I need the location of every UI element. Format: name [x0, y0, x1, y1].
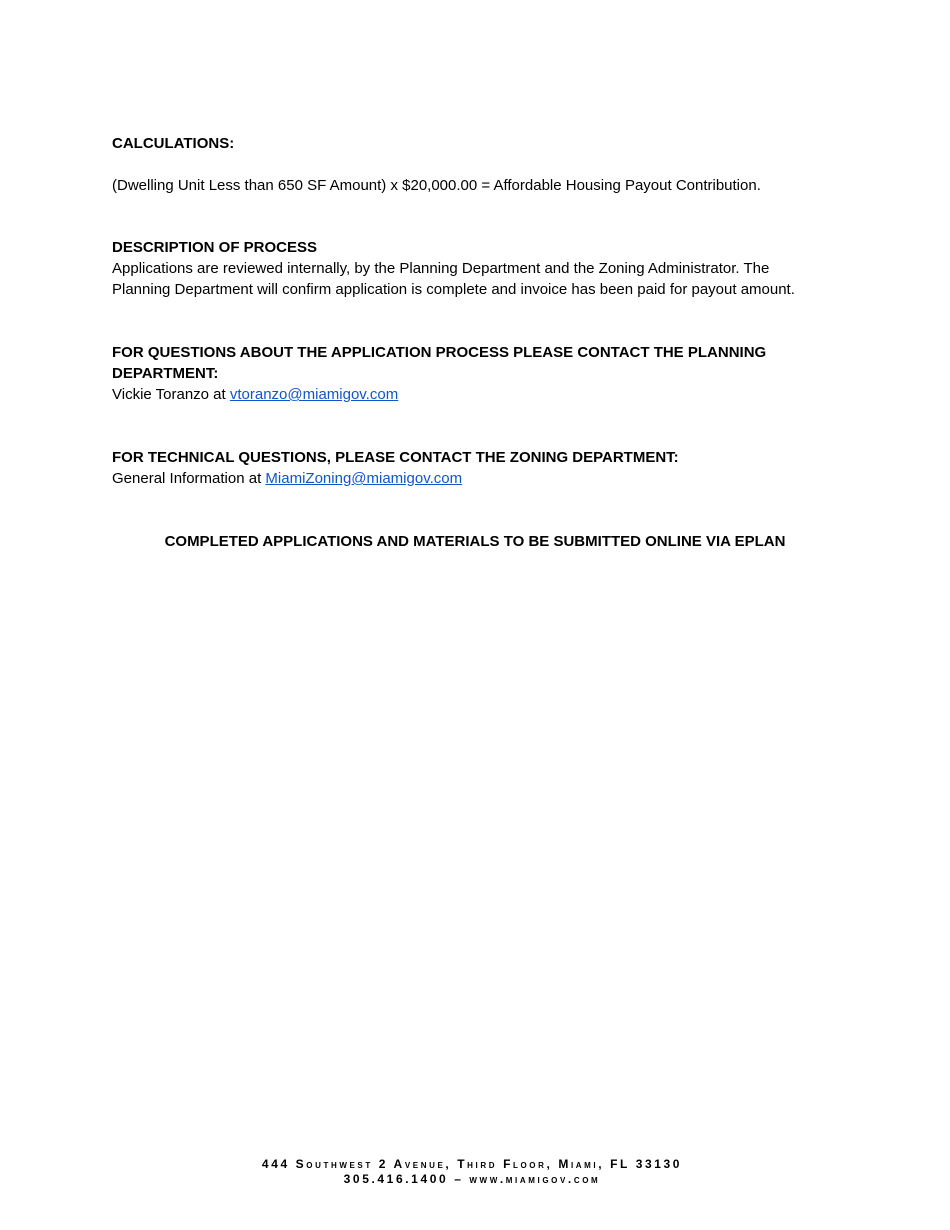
zoning-contact-prefix: General Information at: [112, 470, 266, 487]
process-heading: DESCRIPTION OF PROCESS: [112, 239, 318, 256]
calculations-heading: CALCULATIONS:: [112, 135, 235, 152]
zoning-contact-section: [112, 447, 852, 489]
footer-phone-web: 305.416.1400 – www.miamigov.com: [343, 1172, 601, 1186]
footer-address: 444 Southwest 2 Avenue, Third Floor, Miami, FL 33130: [261, 1157, 683, 1171]
document-body: [112, 133, 852, 567]
zoning-email-link[interactable]: MiamiZoning@miamigov.com: [265, 470, 463, 487]
planning-email-link[interactable]: vtoranzo@miamigov.com: [229, 386, 399, 403]
process-line-2: Planning Department will confirm application is complete and invoice has been paid for payout amount.: [112, 281, 795, 298]
process-section: [112, 237, 852, 300]
planning-contact-prefix: Vickie Toranzo at: [112, 386, 230, 403]
zoning-contact-line: [112, 468, 852, 489]
planning-contact-section: [112, 342, 852, 405]
process-line-1: Applications are reviewed internally, by the Planning Department and the Zoning Administrator. The: [112, 260, 770, 277]
zoning-contact-heading: FOR TECHNICAL QUESTIONS, PLEASE CONTACT THE ZONING DEPARTMENT:: [112, 449, 679, 466]
calculations-formula: (Dwelling Unit Less than 650 SF Amount) x $20,000.00 = Affordable Housing Payout Contribution.: [112, 177, 761, 194]
submission-notice: COMPLETED APPLICATIONS AND MATERIALS TO BE SUBMITTED ONLINE VIA EPLAN: [164, 533, 786, 550]
page-footer: [0, 1157, 944, 1187]
planning-contact-heading: FOR QUESTIONS ABOUT THE APPLICATION PROCESS PLEASE CONTACT THE PLANNING DEPARTMENT:: [112, 344, 767, 382]
planning-contact-line: [112, 384, 852, 405]
